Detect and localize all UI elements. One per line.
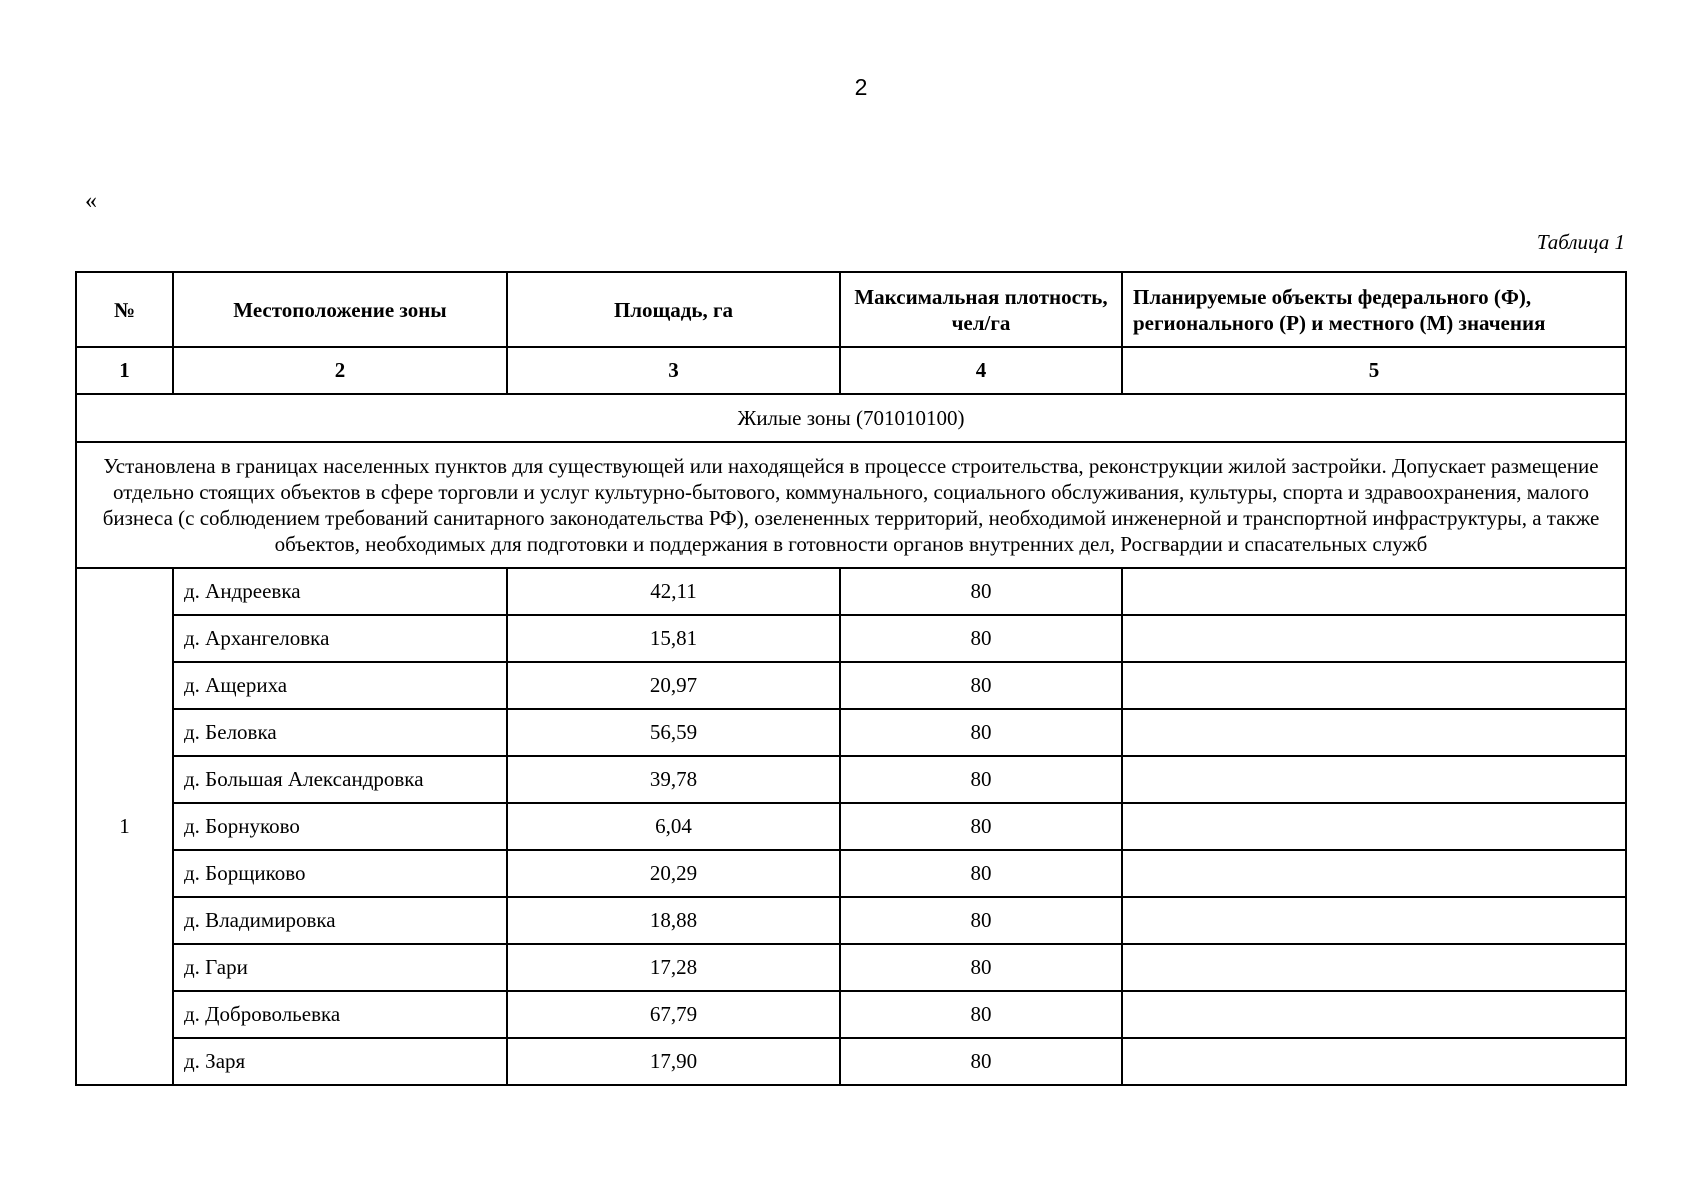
area-cell: 56,59 [507, 709, 840, 756]
location-cell: д. Гари [173, 944, 507, 991]
table-row [76, 803, 1626, 850]
column-number: 4 [840, 347, 1122, 394]
table-row [76, 709, 1626, 756]
table-row [76, 991, 1626, 1038]
header-location: Местоположение зоны [173, 272, 507, 347]
location-cell: д. Беловка [173, 709, 507, 756]
planned-objects-cell [1122, 615, 1626, 662]
density-cell: 80 [840, 897, 1122, 944]
density-cell: 80 [840, 709, 1122, 756]
density-cell: 80 [840, 662, 1122, 709]
area-cell: 18,88 [507, 897, 840, 944]
table-row [76, 944, 1626, 991]
area-cell: 67,79 [507, 991, 840, 1038]
density-cell: 80 [840, 756, 1122, 803]
location-cell: д. Андреевка [173, 568, 507, 615]
column-number-row [76, 347, 1626, 394]
table-caption: Таблица 1 [1536, 230, 1625, 254]
zones-table [75, 271, 1627, 1086]
area-cell: 15,81 [507, 615, 840, 662]
area-cell: 42,11 [507, 568, 840, 615]
opening-quote: « [85, 188, 97, 214]
planned-objects-cell [1122, 756, 1626, 803]
section-description-row [76, 442, 1626, 568]
group-index: 1 [76, 568, 173, 1085]
density-cell: 80 [840, 991, 1122, 1038]
location-cell: д. Борщиково [173, 850, 507, 897]
location-cell: д. Большая Александровка [173, 756, 507, 803]
density-cell: 80 [840, 568, 1122, 615]
planned-objects-cell [1122, 803, 1626, 850]
header-area: Площадь, га [507, 272, 840, 347]
area-cell: 39,78 [507, 756, 840, 803]
column-number: 1 [76, 347, 173, 394]
location-cell: д. Ащериха [173, 662, 507, 709]
section-description: Установлена в границах населенных пунктов для существующей или находящейся в процессе строительства, реконструкции жилой застройки. Допускает размещение отдельно стоящих объектов в сфере торговли и услуг культурно-бытового, коммунального, социального обслуживания, культуры, спорта и здравоохранения, малого бизнеса (с соблюдением требований санитарного законодательства РФ), озелененных территорий, необходимой инженерной и транспортной инфраструктуры, а также объектов, необходимых для подготовки и поддержания в готовности органов внутренних дел, Росгвардии и спасательных служб [76, 442, 1626, 568]
column-number: 5 [1122, 347, 1626, 394]
section-title: Жилые зоны (701010100) [76, 394, 1626, 442]
area-cell: 17,90 [507, 1038, 840, 1085]
planned-objects-cell [1122, 662, 1626, 709]
table-row [76, 897, 1626, 944]
location-cell: д. Борнуково [173, 803, 507, 850]
planned-objects-cell [1122, 568, 1626, 615]
table-row [76, 756, 1626, 803]
location-cell: д. Владимировка [173, 897, 507, 944]
density-cell: 80 [840, 615, 1122, 662]
area-cell: 20,29 [507, 850, 840, 897]
area-cell: 17,28 [507, 944, 840, 991]
header-row [76, 272, 1626, 347]
table-row [76, 662, 1626, 709]
planned-objects-cell [1122, 991, 1626, 1038]
table-row [76, 568, 1626, 615]
planned-objects-cell [1122, 944, 1626, 991]
density-cell: 80 [840, 944, 1122, 991]
column-number: 2 [173, 347, 507, 394]
planned-objects-cell [1122, 1038, 1626, 1085]
page-number: 2 [854, 74, 868, 100]
location-cell: д. Заря [173, 1038, 507, 1085]
area-cell: 6,04 [507, 803, 840, 850]
header-density: Максимальная плотность, чел/га [840, 272, 1122, 347]
section-title-row [76, 394, 1626, 442]
density-cell: 80 [840, 803, 1122, 850]
area-cell: 20,97 [507, 662, 840, 709]
planned-objects-cell [1122, 850, 1626, 897]
location-cell: д. Архангеловка [173, 615, 507, 662]
location-cell: д. Добровольевка [173, 991, 507, 1038]
header-planned-objects: Планируемые объекты федерального (Ф), регионального (Р) и местного (М) значения [1122, 272, 1626, 347]
density-cell: 80 [840, 1038, 1122, 1085]
planned-objects-cell [1122, 709, 1626, 756]
header-number: № [76, 272, 173, 347]
table-row [76, 615, 1626, 662]
planned-objects-cell [1122, 897, 1626, 944]
density-cell: 80 [840, 850, 1122, 897]
column-number: 3 [507, 347, 840, 394]
table-row [76, 850, 1626, 897]
table-row [76, 1038, 1626, 1085]
